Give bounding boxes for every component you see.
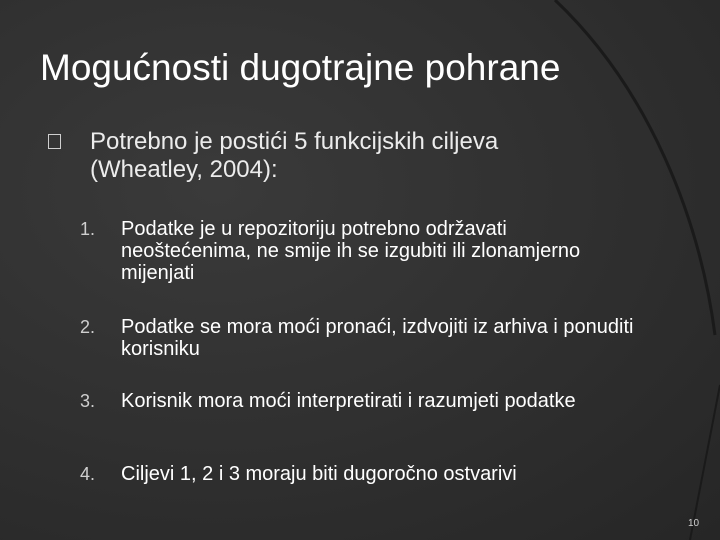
bullet-square-icon [48, 134, 61, 149]
page-number: 10 [688, 518, 700, 529]
slide-title: Mogućnosti dugotrajne pohrane [40, 47, 561, 88]
list-item-text: Korisnik mora moći interpretirati i razumjeti podatke [121, 390, 576, 412]
list-item-number: 3. [80, 391, 96, 411]
list-item-text: Podatke je u repozitoriju potrebno održavati neoštećenima, ne smije ih se izgubiti ili zlonamjerno mijenjati [121, 218, 581, 284]
list-item-number: 2. [80, 317, 96, 337]
list-item-number: 1. [80, 219, 96, 239]
list-item-text: Podatke se mora moći pronaći, izdvojiti iz arhiva i ponuditi korisniku [121, 316, 634, 360]
main-bullet-text: Potrebno je postići 5 funkcijskih ciljeva (Wheatley, 2004): [90, 128, 499, 183]
list-item-number: 4. [80, 464, 96, 484]
list-item-text: Ciljevi 1, 2 i 3 moraju biti dugoročno ostvarivi [121, 463, 517, 485]
